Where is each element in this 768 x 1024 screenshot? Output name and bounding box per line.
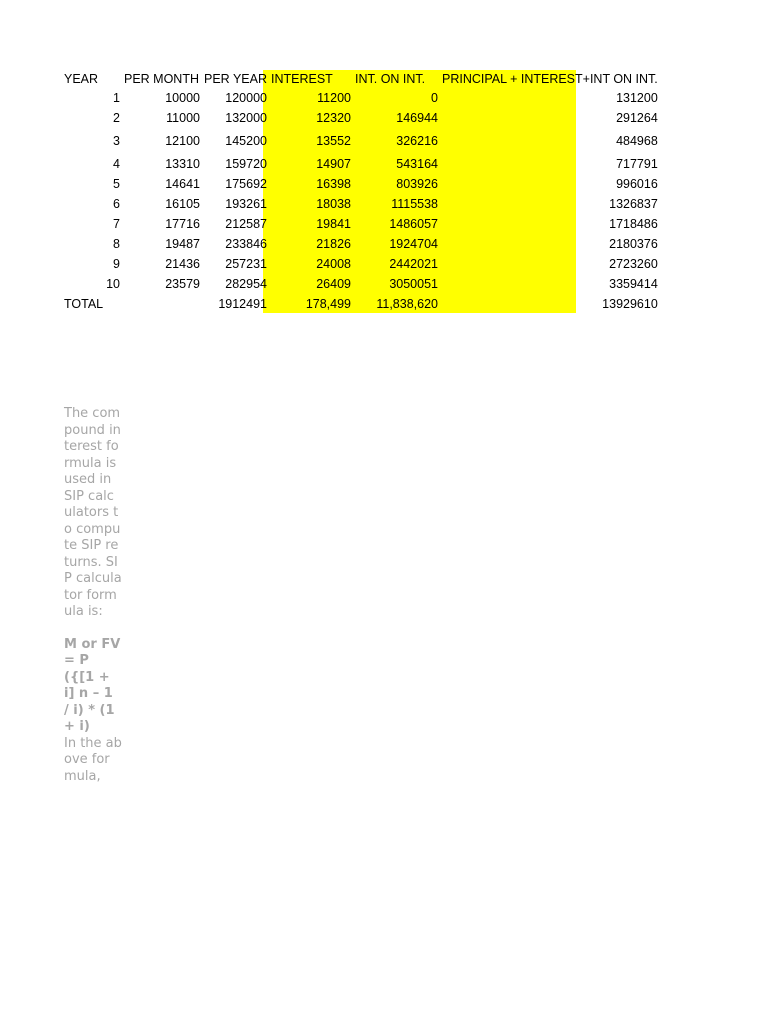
cell-per-month: 23579 xyxy=(165,277,200,291)
cell-total: 3359414 xyxy=(609,277,658,291)
cell-per-year: 212587 xyxy=(225,217,267,231)
cell-total: 291264 xyxy=(616,111,658,125)
cell-total: 717791 xyxy=(616,157,658,171)
cell-int-on-int: 1486057 xyxy=(389,217,438,231)
cell-int-on-int: 2442021 xyxy=(389,257,438,271)
note-formula: M or FV= P ({[1 + i] n – 1 / i) * (1 + i) xyxy=(64,636,121,734)
cell-int-on-int: 3050051 xyxy=(389,277,438,291)
cell-per-month: 11000 xyxy=(166,111,200,125)
cell-per-year: 282954 xyxy=(225,277,267,291)
cell-int-on-int: 1924704 xyxy=(389,237,438,251)
table-row xyxy=(62,174,660,194)
cell-per-month: 13310 xyxy=(165,157,200,171)
cell-interest: 26409 xyxy=(316,277,351,291)
sip-table xyxy=(62,70,660,314)
header-year: YEAR xyxy=(64,72,99,86)
note-intro: The compound interest formula is used in SIP calculators to compute SIP returns. SIP calculator formula is: xyxy=(64,406,122,619)
cell-interest: 18038 xyxy=(316,197,351,211)
cell-int-on-int: 146944 xyxy=(396,111,438,125)
total-per-month xyxy=(122,294,202,314)
total-per-year: 1912491 xyxy=(218,297,267,311)
cell-int-on-int: 803926 xyxy=(396,177,438,191)
table-row xyxy=(62,214,660,234)
total-interest: 178,499 xyxy=(305,297,351,311)
cell-interest: 16398 xyxy=(316,177,351,191)
cell-per-year: 120000 xyxy=(225,91,267,105)
header-total: PRINCIPAL + INTEREST+INT ON INT. xyxy=(442,72,658,86)
cell-year: 10 xyxy=(106,277,120,291)
total-grand: 13929610 xyxy=(602,297,658,311)
cell-per-month: 10000 xyxy=(165,91,200,105)
table-row xyxy=(62,108,660,128)
cell-interest: 21826 xyxy=(316,237,351,251)
table-row xyxy=(62,128,660,154)
cell-total: 1326837 xyxy=(609,197,658,211)
cell-per-month: 16105 xyxy=(165,197,200,211)
cell-per-year: 159720 xyxy=(225,157,267,171)
cell-int-on-int: 326216 xyxy=(396,134,438,148)
cell-year: 5 xyxy=(113,177,120,191)
cell-per-year: 257231 xyxy=(225,257,267,271)
cell-year: 7 xyxy=(113,217,120,231)
cell-per-month: 19487 xyxy=(165,237,200,251)
header-int-on-int: INT. ON INT. xyxy=(355,72,426,86)
cell-interest: 14907 xyxy=(316,157,351,171)
cell-year: 8 xyxy=(113,237,120,251)
cell-total: 1718486 xyxy=(609,217,658,231)
table-row xyxy=(62,194,660,214)
cell-per-month: 21436 xyxy=(165,257,200,271)
table-row xyxy=(62,234,660,254)
cell-interest: 11200 xyxy=(317,91,351,105)
cell-year: 6 xyxy=(113,197,120,211)
cell-per-year: 193261 xyxy=(225,197,267,211)
cell-interest: 24008 xyxy=(316,257,351,271)
cell-per-year: 145200 xyxy=(225,134,267,148)
cell-per-month: 17716 xyxy=(165,217,200,231)
cell-int-on-int: 1115538 xyxy=(391,197,438,211)
cell-interest: 19841 xyxy=(316,217,351,231)
table-row xyxy=(62,274,660,294)
table-row xyxy=(62,254,660,274)
cell-total: 2180376 xyxy=(609,237,658,251)
cell-year: 9 xyxy=(113,257,120,271)
header-per-year: PER YEAR xyxy=(204,72,267,86)
sip-formula-note xyxy=(64,406,122,785)
header-row xyxy=(62,70,660,88)
cell-total: 996016 xyxy=(616,177,658,191)
cell-per-year: 175692 xyxy=(225,177,267,191)
header-per-month: PER MONTH xyxy=(124,72,199,86)
cell-per-month: 12100 xyxy=(165,134,200,148)
cell-total: 484968 xyxy=(616,134,658,148)
cell-interest: 12320 xyxy=(316,111,351,125)
header-interest: INTEREST xyxy=(271,72,333,86)
cell-total: 131200 xyxy=(616,91,658,105)
cell-year: 1 xyxy=(113,91,120,105)
cell-interest: 13552 xyxy=(316,134,351,148)
note-after: In the above formula, xyxy=(64,735,122,784)
cell-year: 4 xyxy=(113,157,120,171)
cell-int-on-int: 0 xyxy=(431,91,438,105)
table-row xyxy=(62,88,660,108)
cell-per-year: 132000 xyxy=(225,111,267,125)
cell-per-year: 233846 xyxy=(225,237,267,251)
total-label: TOTAL xyxy=(64,297,104,311)
table-row xyxy=(62,154,660,174)
cell-year: 2 xyxy=(113,111,120,125)
cell-total: 2723260 xyxy=(609,257,658,271)
cell-per-month: 14641 xyxy=(165,177,200,191)
cell-year: 3 xyxy=(113,134,120,148)
total-row xyxy=(62,294,660,314)
total-int-on-int: 11,838,620 xyxy=(376,297,438,311)
cell-int-on-int: 543164 xyxy=(396,157,438,171)
